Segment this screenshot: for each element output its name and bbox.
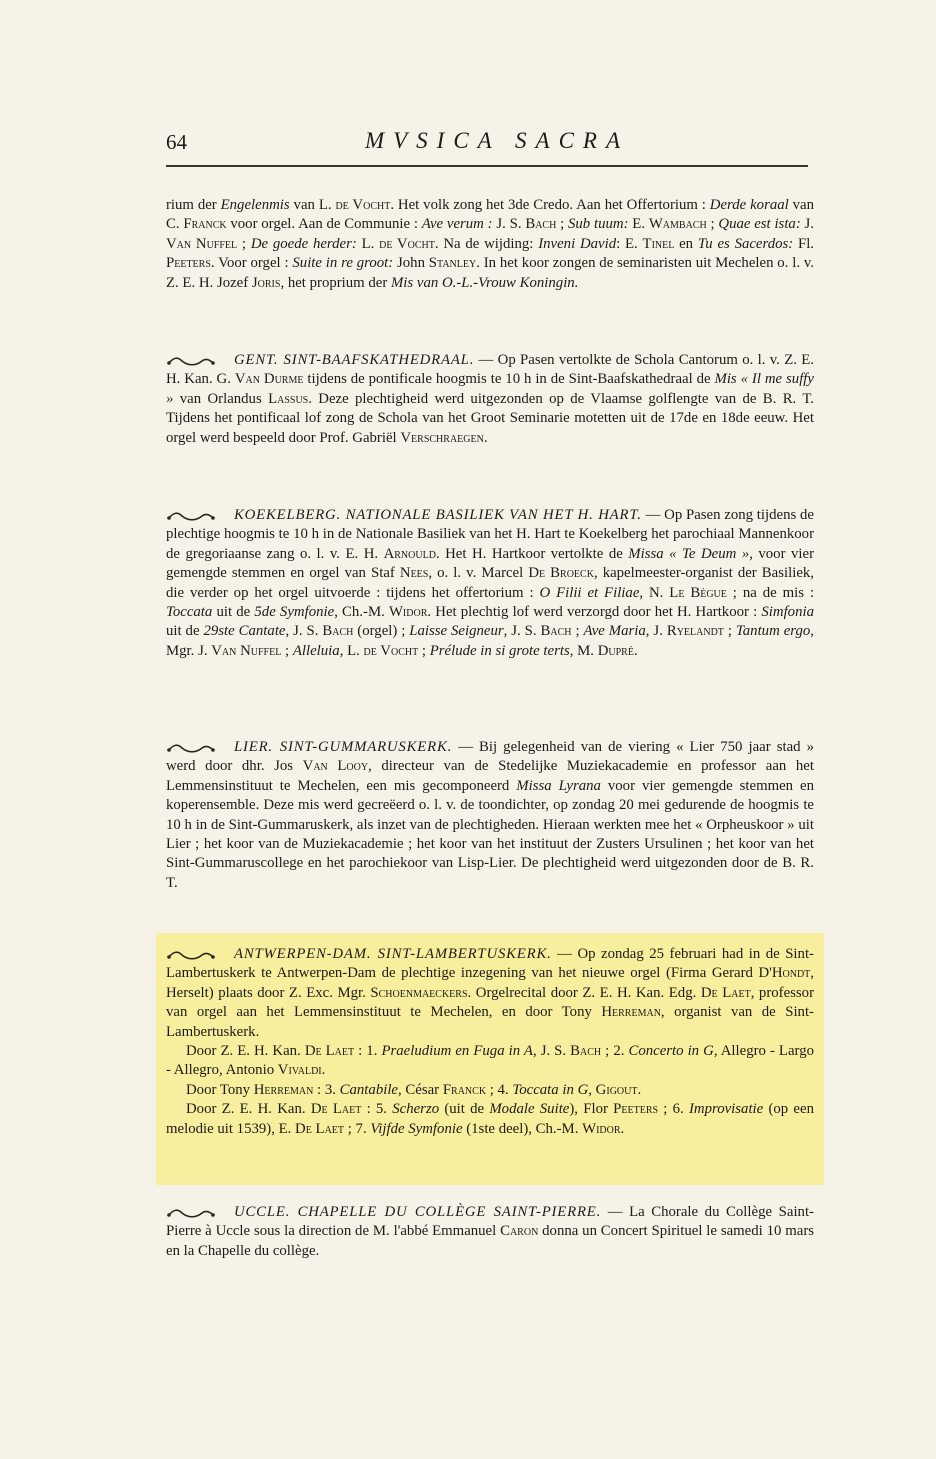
text-run: , o. l. v. Marcel [428, 565, 529, 582]
text-run: (uit de [439, 1101, 490, 1118]
text-run: ; 4. [486, 1081, 513, 1098]
text-run: (op een melodie uit 1539), E. [166, 1101, 814, 1137]
text-run: Missa Lyrana [516, 777, 601, 794]
text-run: . [620, 1120, 625, 1137]
text-run: Bach [570, 1043, 602, 1060]
text-run: . Deze plechtigheid werd uitgezonden op de Vlaamse golflengte van de B. R. T. Tijdens het pontificaal lof zong de Schola van het Groot Seminarie motetten uit de 17de en 18de eeuw. Het orgel werd bespeeld door Prof. Gabriël [166, 390, 814, 446]
text-run: van Orlandus [173, 390, 269, 407]
text-run: van L. [289, 197, 336, 213]
text-run: , J. S. [503, 623, 541, 640]
text-run: Wambach [648, 216, 707, 233]
text-run: — Op zondag 25 februari had in de Sint-Lambertuskerk te Antwerpen-Dam de plechtige inzegening van het nieuwe orgel (Firma Gerard D' [166, 946, 814, 982]
text-run: Gigout [595, 1081, 638, 1098]
text-run: ; 6. [658, 1101, 689, 1118]
text-run: Stanley [428, 255, 477, 272]
text-run: Joris [251, 274, 281, 291]
text-run: ; [571, 623, 584, 640]
text-run: Suite in re groot: [292, 255, 394, 272]
text-run: — La Chorale du Collège Saint-Pierre à Uccle sous la direction de M. l'abbé Emmanuel [166, 1204, 814, 1240]
text-run: : 3. [313, 1081, 340, 1098]
text-run: Laisse Seigneur [409, 623, 504, 640]
text-run: Engelenmis [220, 197, 290, 213]
text-run: , directeur van de Stedelijke Muziekacademie en professor aan het Lemmensinstituut te Mechelen, een mis gecomponeerd [166, 758, 814, 794]
text-run: Improvisatie [688, 1101, 764, 1118]
text-run: ; [281, 642, 293, 659]
text-run: Vijfde Symfonie [370, 1120, 463, 1137]
text-run: Herreman [601, 1004, 661, 1021]
text-run: Ryelandt [666, 623, 724, 640]
text-run: Alleluia [292, 642, 340, 659]
text-run: van C. [166, 197, 815, 233]
text-run: Widor [388, 604, 428, 621]
text-run: Concerto in G [628, 1043, 714, 1060]
paragraph [166, 738, 814, 893]
paragraph [166, 945, 814, 1042]
header-rule [166, 165, 808, 167]
text-run: Arnould [383, 545, 436, 562]
text-run: Peeters [166, 255, 211, 272]
running-header [166, 128, 808, 160]
text-run: , het proprium der [280, 274, 391, 291]
program-part-1 [166, 1042, 814, 1081]
text-run: Mis « Il me suffy » [166, 371, 814, 407]
text-run: (1ste deel), Ch.-M. [462, 1120, 583, 1137]
text-run: voor orgel. Aan de Communie : [226, 216, 422, 233]
text-run: De Laet [295, 1120, 345, 1137]
text-run: Van Durme [234, 371, 304, 388]
text-run: Missa « Te Deum » [628, 545, 750, 562]
text-run: : E. [616, 235, 643, 252]
text-run: : 1. [354, 1043, 382, 1060]
text-run: . Na de wijding: [434, 235, 539, 252]
text-run: Scherzo [392, 1101, 440, 1118]
text-run: . In het koor zongen de seminaristen uit Mechelen o. l. v. Z. E. H. Jozef [166, 255, 814, 291]
section-gent [166, 351, 814, 448]
program-part-2 [166, 1081, 814, 1100]
text-run: . [483, 429, 488, 446]
text-run: . Het H. Hartkoor vertolkte de [435, 545, 629, 562]
text-run: (orgel) ; [353, 623, 410, 640]
text-run: , organist van de Sint-Lambertuskerk. [166, 1004, 814, 1040]
text-run: Ave Maria [583, 623, 646, 640]
journal-title: MVSICA SACRA [364, 128, 630, 153]
program-part-3 [166, 1100, 814, 1139]
text-run: Herreman [253, 1081, 314, 1098]
text-run: Tu es Sacerdos: [697, 235, 794, 252]
text-run: , [588, 1081, 596, 1098]
text-run: Ave verum : [421, 216, 493, 233]
swash-ornament-icon [166, 742, 216, 754]
section-lier [166, 738, 814, 893]
paragraph [166, 1203, 814, 1261]
text-run: 5de Symfonie [254, 604, 335, 621]
section-title: ANTWERPEN-DAM. SINT-LAMBERTUSKERK. [234, 946, 552, 962]
text-run: . Voor orgel : [210, 255, 293, 272]
section-title: UCCLE. CHAPELLE DU COLLÈGE SAINT-PIERRE. [234, 1204, 602, 1220]
text-run: tijdens de pontificale hoogmis te 10 h in de Sint-Baafskathedraal de [303, 371, 715, 388]
text-run: , professor van orgel aan het Lemmensinstituut te Mechelen, en door Tony [166, 984, 814, 1021]
text-run: , kapelmeester-organist der Basiliek, die verder op het orgel uitvoerde : tijdens het offertorium : [166, 565, 814, 601]
text-run: Dupré [597, 642, 634, 659]
text-run: , Herselt) plaats door Z. Exc. Mgr. [166, 965, 814, 1001]
text-run: De Laet [700, 984, 751, 1001]
text-run: de Vocht [335, 197, 391, 213]
text-run: , L. [339, 642, 364, 659]
text-run: uit de [212, 604, 255, 621]
text-run: Franck [183, 216, 227, 233]
text-run: De goede herder: [250, 235, 357, 252]
text-run: , Ch.-M. [334, 604, 389, 621]
text-run: Franck [442, 1081, 487, 1098]
swash-ornament-icon [166, 949, 216, 961]
text-run: . Het volk zong het 3de Credo. Aan het Offertorium : [390, 197, 710, 213]
text-run: De Laet [310, 1101, 362, 1118]
text-run: Simfonia [761, 604, 814, 621]
text-run: de Vocht [363, 642, 419, 659]
paragraph [166, 506, 814, 661]
text-run: ), Flor [569, 1101, 614, 1118]
text-run: Vivaldi [277, 1062, 322, 1079]
swash-ornament-icon [166, 1207, 216, 1219]
text-run: J. S. [492, 216, 526, 233]
text-run: Fl. [793, 235, 815, 252]
text-run: Door Tony [186, 1081, 254, 1098]
text-run: Tantum ergo [735, 623, 811, 640]
text-run: ; [418, 642, 430, 659]
text-run: Bach [525, 216, 557, 233]
text-run: , voor vier gemengde stemmen en orgel van Staf [166, 545, 814, 582]
text-run: ; [556, 216, 568, 233]
text-run: O Filii et Filiae [539, 584, 640, 601]
text-run: uit de [166, 623, 204, 640]
text-run: — Op Pasen vertolkte de Schola Cantorum o. l. v. Z. E. H. Kan. G. [166, 352, 814, 388]
text-run: L. [356, 235, 380, 252]
text-run: . [633, 642, 638, 659]
text-run: Tinel [642, 235, 675, 252]
text-run: donna un Concert Spirituel le samedi 10 mars en la Chapelle du collège. [166, 1223, 815, 1259]
section-title: KOEKELBERG. NATIONALE BASILIEK VAN HET H. HART. [234, 507, 642, 523]
text-run: ; 2. [601, 1043, 629, 1060]
page-number: 64 [166, 130, 187, 154]
text-run: Van Nuffel [211, 642, 282, 659]
text-run: Bach [540, 623, 572, 640]
section-uccle [166, 1203, 814, 1261]
text-run: Mis van O.-L.-Vrouw Koningin. [390, 274, 579, 291]
text-run: Hondt [771, 965, 811, 982]
text-run: , M. [569, 642, 598, 659]
text-run: Van Looy [302, 758, 369, 775]
intro-paragraph [166, 196, 814, 293]
text-run: Toccata in G [512, 1081, 589, 1098]
text-run: en [674, 235, 698, 252]
text-run: voor vier gemengde stemmen en koperensemble. Deze mis werd gecreëerd o. l. v. de toondichter, op zondag 20 mei gedurende de hoogmis te 10 h in de Sint-Gummaruskerk, als inzet van de plechtigheden. Hieraan werkten mee het « Orpheuskoor » uit Lier ; het koor van de Muziekacademie ; het koor van het instituut der Zusters Ursulinen ; het koor van het Sint-Gummaruscollege en het parochiekoor van Lisp-Lier. De plechtigheid werd uitgezonden door de B. R. T. [166, 777, 814, 891]
text-run: Bach [322, 623, 354, 640]
text-run: Lassus [268, 390, 309, 407]
text-run: J. [800, 216, 815, 233]
text-run: Derde koraal [709, 197, 789, 213]
text-run: 29ste Cantate [203, 623, 286, 640]
section-title: GENT. SINT-BAAFSKATHEDRAAL. [234, 352, 475, 368]
section-koekelberg [166, 506, 814, 661]
swash-ornament-icon [166, 355, 216, 367]
text-run: . Orgelrecital door Z. E. H. Kan. Edg. [467, 984, 701, 1001]
section-title: LIER. SINT-GUMMARUSKERK. [234, 739, 453, 755]
text-run: , J. S. [285, 623, 323, 640]
text-run: E. [628, 216, 649, 233]
text-run: Door Z. E. H. Kan. [186, 1043, 305, 1060]
text-run: Door Z. E. H. Kan. [186, 1101, 311, 1118]
paragraph [166, 196, 814, 293]
text-run: Nees [399, 565, 429, 582]
text-run: De Broeck [528, 565, 594, 582]
text-run: ; [237, 235, 251, 252]
text-run: — Bij gelegenheid van de viering « Lier 750 jaar stad » werd door dhr. Jos [166, 739, 814, 775]
text-run: Peeters [613, 1101, 659, 1118]
text-run: : 5. [361, 1101, 393, 1118]
swash-ornament-icon [166, 510, 216, 522]
text-run: Toccata [166, 604, 213, 621]
text-run: Van Nuffel [166, 235, 238, 252]
text-run: Inveni David [538, 235, 617, 252]
text-run: Modale Suite [489, 1101, 570, 1118]
paragraph [166, 351, 814, 448]
text-run: Verschraegen [400, 429, 484, 446]
text-run: ; [723, 623, 736, 640]
text-run: De Laet [304, 1043, 355, 1060]
text-run: ; na de mis : [726, 584, 814, 601]
text-run: Cantabile [339, 1081, 399, 1098]
text-run: — Op Pasen zong tijdens de plechtige hoogmis te 10 h in de Nationale Basiliek van het H. Hart te Koekelberg het parochiaal Mannenkoor de gregoriaanse zang o. l. v. E. H. [166, 507, 814, 562]
text-run: , N. [639, 584, 670, 601]
text-run: Prélude in si grote terts [429, 642, 570, 659]
section-antwerpen-dam [166, 945, 814, 1139]
text-run: . [637, 1081, 642, 1098]
text-run: ; [706, 216, 719, 233]
text-run: , César [398, 1081, 443, 1098]
text-run: . Het plechtig lof werd verzorgd door het H. Hartkoor : [427, 604, 762, 621]
text-run: John [393, 255, 429, 272]
text-run: Caron [500, 1223, 539, 1240]
text-run: . [321, 1062, 326, 1079]
text-run: , Mgr. J. [166, 623, 814, 659]
text-run: Sub tuum: [568, 216, 629, 233]
text-run: Widor [582, 1120, 621, 1137]
text-run: Praeludium en Fuga in A [381, 1043, 533, 1060]
text-run: ; 7. [344, 1120, 371, 1137]
text-run: Schoenmaeckers [370, 984, 468, 1001]
text-run: , J. [645, 623, 667, 640]
text-run: , J. S. [532, 1043, 571, 1060]
text-run: rium der [166, 197, 221, 213]
text-run: Quae est ista: [718, 216, 801, 233]
text-run: , Allegro - Largo - Allegro, Antonio [166, 1043, 814, 1079]
text-run: de Vocht [379, 235, 435, 252]
text-run: Le Bègue [669, 584, 727, 601]
